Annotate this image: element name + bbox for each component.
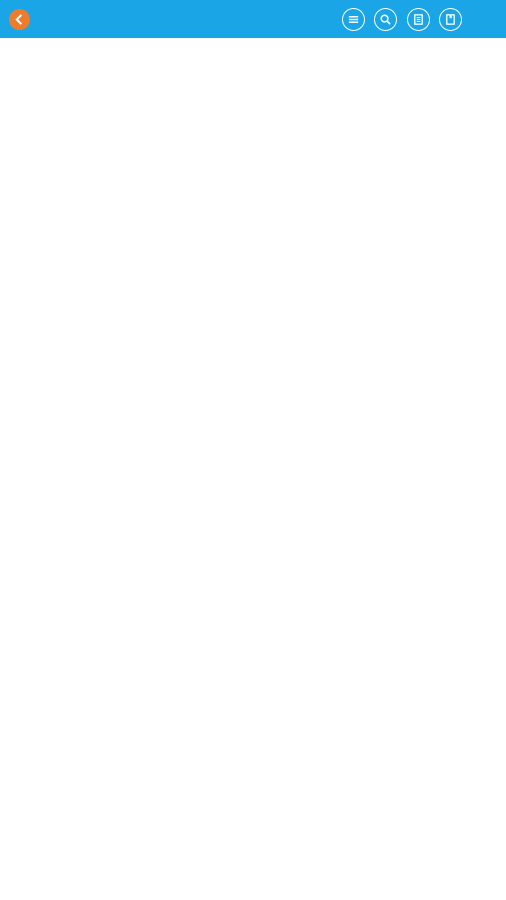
- bookmarks-button[interactable]: [439, 8, 462, 31]
- bookmark-list-icon: [444, 13, 457, 26]
- search-button[interactable]: [374, 8, 397, 31]
- top-bar: [0, 0, 506, 38]
- menu-icon: [347, 13, 360, 26]
- pages-button[interactable]: [407, 8, 430, 31]
- back-button[interactable]: [9, 9, 30, 30]
- menu-button[interactable]: [342, 8, 365, 31]
- chevron-left-icon: [14, 14, 25, 25]
- pages-icon: [412, 13, 425, 26]
- search-icon: [379, 13, 392, 26]
